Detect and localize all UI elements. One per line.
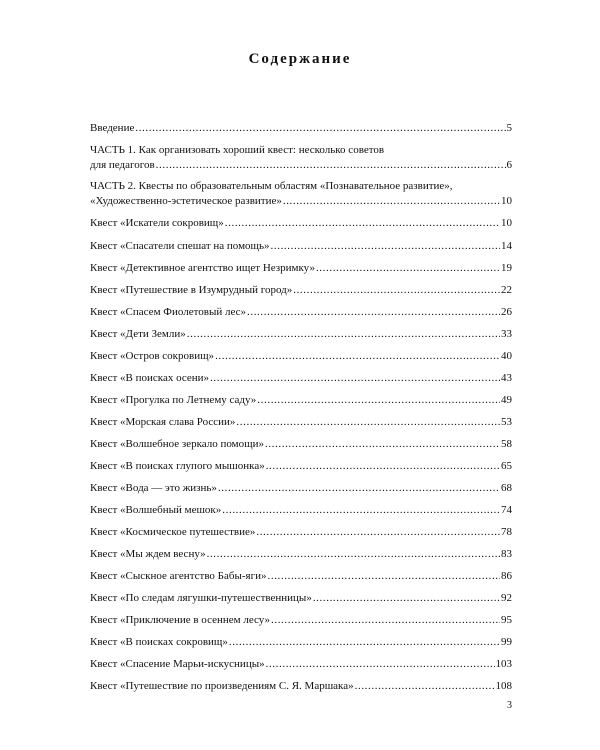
toc-entry — [90, 216, 512, 231]
toc-dot-leader — [265, 437, 500, 452]
toc-entry — [90, 481, 512, 496]
toc-dot-leader — [210, 371, 500, 386]
toc-entry-title: Квест «В поисках сокровищ» — [90, 636, 228, 648]
toc-dot-leader — [247, 305, 500, 320]
toc-dot-leader — [266, 657, 495, 672]
toc-entry-title-line: ЧАСТЬ 2. Квесты по образовательным областям «Познавательное развитие», — [90, 180, 453, 192]
toc-dot-leader — [236, 415, 500, 430]
toc-entry-title: Квест «По следам лягушки-путешественницы» — [90, 592, 312, 604]
toc-dot-leader — [135, 121, 505, 136]
toc-entry-title: Квест «Космическое путешествие» — [90, 526, 256, 538]
toc-entry-line — [90, 261, 512, 276]
toc-entry-page: 103 — [495, 658, 512, 670]
toc-entry-title: Квест «Дети Земли» — [90, 328, 186, 340]
toc-entry-page: 95 — [501, 614, 512, 626]
toc-dot-leader — [271, 239, 500, 254]
toc-entry-title: Квест «В поисках глупого мышонка» — [90, 460, 265, 472]
toc-entry — [90, 525, 512, 540]
toc-entry-line — [90, 194, 512, 209]
toc-entry-line — [90, 216, 512, 231]
toc-entry-title: Квест «Волшебный мешок» — [90, 504, 222, 516]
toc-entry — [90, 415, 512, 430]
toc-dot-leader — [207, 547, 500, 562]
toc-entry-line — [90, 283, 512, 298]
toc-entry-title: «Художественно-эстетическое развитие» — [90, 195, 282, 207]
toc-entry — [90, 503, 512, 518]
toc-entry-page: 43 — [501, 372, 512, 384]
toc-entry-title: Квест «Прогулка по Летнему саду» — [90, 394, 257, 406]
toc-entry-page: 78 — [501, 526, 512, 538]
toc-entry — [90, 613, 512, 628]
toc-entry-line — [90, 547, 512, 562]
toc-entry-title: Квест «Детективное агентство ищет Незримку» — [90, 262, 315, 274]
toc-dot-leader — [222, 503, 500, 518]
toc-dot-leader — [225, 216, 500, 231]
toc-entry — [90, 437, 512, 452]
toc-entry — [90, 283, 512, 298]
toc-entry-line — [90, 305, 512, 320]
page-number: 3 — [507, 700, 512, 711]
toc-entry-line — [90, 679, 512, 694]
toc-entry-page: 53 — [501, 416, 512, 428]
toc-entry — [90, 635, 512, 650]
toc-entry-line — [90, 371, 512, 386]
toc-entry-line — [90, 613, 512, 628]
toc-entry-page: 5 — [506, 122, 512, 134]
toc-entry-page: 108 — [495, 680, 512, 692]
toc-entry — [90, 239, 512, 254]
toc-entry-line — [90, 415, 512, 430]
toc-dot-leader — [283, 194, 500, 209]
toc-entry-line — [90, 525, 512, 540]
toc-entry-title: Квест «В поисках осени» — [90, 372, 210, 384]
toc-dot-leader — [316, 261, 500, 276]
toc-entry-page: 40 — [501, 350, 512, 362]
toc-dot-leader — [156, 158, 506, 173]
toc-entry-title: Квест «Спасем Фиолетовый лес» — [90, 306, 246, 318]
toc-entry-page: 10 — [501, 217, 512, 229]
page-title: Содержание — [248, 51, 352, 67]
toc-entry-title: Введение — [90, 122, 135, 134]
toc-dot-leader — [271, 613, 500, 628]
toc-entry-line — [90, 437, 512, 452]
toc-entry — [90, 261, 512, 276]
toc-dot-leader — [257, 393, 500, 408]
toc-dot-leader — [313, 591, 500, 606]
toc-entry-page: 68 — [501, 482, 512, 494]
toc-entry-page: 10 — [501, 195, 512, 207]
toc-entry-line — [90, 635, 512, 650]
toc-entry-line — [90, 349, 512, 364]
toc-entry-line — [90, 121, 512, 136]
toc-entry-title: Квест «Спасатели спешат на помощь» — [90, 240, 270, 252]
toc-entry — [90, 547, 512, 562]
toc-entry-page: 99 — [501, 636, 512, 648]
toc-entry-line — [90, 657, 512, 672]
toc-entry-title: Квест «Сыскное агентство Бабы-яги» — [90, 570, 267, 582]
toc-entry-line — [90, 239, 512, 254]
toc-entry — [90, 121, 512, 136]
toc-entry-page: 74 — [501, 504, 512, 516]
toc-entry-title: для педагогов — [90, 159, 155, 171]
toc-entry-title: Квест «Вода — это жизнь» — [90, 482, 217, 494]
toc-entry-title: Квест «Мы ждем весну» — [90, 548, 206, 560]
toc-entry-title: Квест «Искатели сокровищ» — [90, 217, 224, 229]
toc-entry-title: Квест «Остров сокровищ» — [90, 350, 215, 362]
toc-dot-leader — [256, 525, 500, 540]
toc-entry — [90, 679, 512, 694]
toc-entry — [90, 305, 512, 320]
toc-entry-page: 22 — [501, 284, 512, 296]
toc-entry-line — [90, 591, 512, 606]
toc-entry-title: Квест «Морская слава России» — [90, 416, 236, 428]
toc-entry-line — [90, 481, 512, 496]
toc-entry-title: Квест «Спасение Марьи-искусницы» — [90, 658, 265, 670]
toc-entry — [90, 459, 512, 474]
toc-entry-page: 19 — [501, 262, 512, 274]
toc-dot-leader — [218, 481, 500, 496]
toc-dot-leader — [293, 283, 500, 298]
toc-entry-page: 86 — [501, 570, 512, 582]
toc-entry-page: 33 — [501, 328, 512, 340]
toc-dot-leader — [268, 569, 501, 584]
toc-dot-leader — [266, 459, 500, 474]
toc-entry-title: Квест «Путешествие по произведениям С. Я. Маршака» — [90, 680, 354, 692]
toc-entry — [90, 569, 512, 584]
toc-dot-leader — [355, 679, 495, 694]
toc-entry-page: 58 — [501, 438, 512, 450]
toc-entry — [90, 591, 512, 606]
toc-entry-page: 26 — [501, 306, 512, 318]
toc-entry-line — [90, 327, 512, 342]
toc-entry-page: 65 — [501, 460, 512, 472]
toc-entry — [90, 657, 512, 672]
toc-entry-line — [90, 393, 512, 408]
toc-dot-leader — [229, 635, 500, 650]
toc-entry-page: 83 — [501, 548, 512, 560]
toc-entry — [90, 179, 512, 209]
toc-entry-line — [90, 459, 512, 474]
toc-entry — [90, 371, 512, 386]
toc-entry-page: 14 — [501, 240, 512, 252]
toc-entry-title-line: ЧАСТЬ 1. Как организовать хороший квест: несколько советов — [90, 144, 385, 156]
toc-entry — [90, 327, 512, 342]
toc-entry-title: Квест «Путешествие в Изумрудный город» — [90, 284, 293, 296]
toc-entry-page: 92 — [501, 592, 512, 604]
toc-entry-line — [90, 503, 512, 518]
toc-entry-line — [90, 158, 512, 173]
toc-entry — [90, 393, 512, 408]
toc-entry-page: 49 — [501, 394, 512, 406]
toc-entry-page: 6 — [506, 159, 512, 171]
toc-entry — [90, 349, 512, 364]
toc-entry — [90, 143, 512, 173]
toc-entry-title: Квест «Волшебное зеркало помощи» — [90, 438, 264, 450]
toc-dot-leader — [187, 327, 500, 342]
toc-entry-title: Квест «Приключение в осеннем лесу» — [90, 614, 270, 626]
toc-dot-leader — [215, 349, 500, 364]
toc-entry-line — [90, 569, 512, 584]
